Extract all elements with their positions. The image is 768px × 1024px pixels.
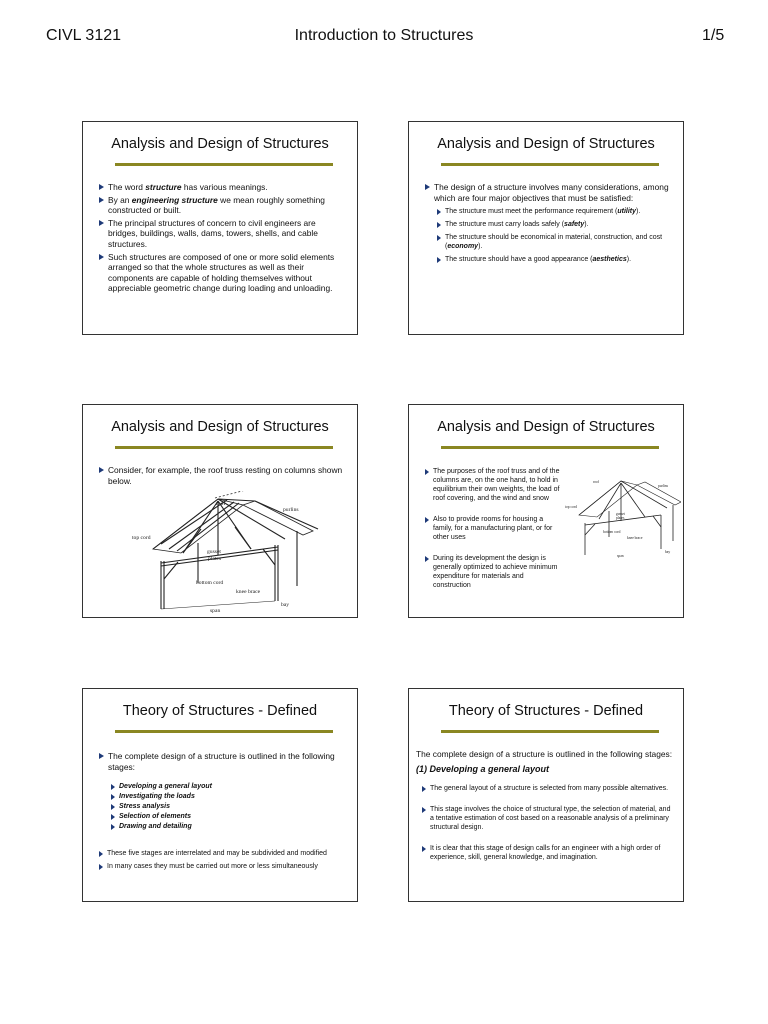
label-roof: roof <box>593 480 599 484</box>
label-plates: plates <box>616 516 625 520</box>
sub-bullet: The structure should be economical in material, construction, and cost (economy). <box>435 233 673 251</box>
sub-bullet: The structure should have a good appearance (aesthetics). <box>435 255 673 264</box>
slide-title: Theory of Structures - Defined <box>448 703 644 719</box>
roof-truss-figure <box>123 491 323 615</box>
slide-6 <box>408 688 684 902</box>
label-bottom-cord: bottom cord <box>196 580 224 586</box>
title-underline <box>441 730 659 733</box>
title-underline <box>115 730 333 733</box>
bullet: The word structure has various meanings. <box>97 182 347 193</box>
bullet: Consider, for example, the roof truss resting on columns shown below. <box>97 465 347 486</box>
label-top-cord: top cord <box>565 505 577 509</box>
slide-title: Analysis and Design of Structures <box>111 136 329 152</box>
slide-4 <box>408 404 684 618</box>
page-number: 1/5 <box>702 27 725 44</box>
slide-body <box>97 751 347 875</box>
slide-title: Analysis and Design of Structures <box>437 419 655 435</box>
bullet: The design of a structure involves many considerations, among which are four major objectives that must be satisfied: <box>423 182 673 203</box>
bullet: The principal structures of concern to civil engineers are bridges, buildings, walls, dams, towers, shells, and cable structures. <box>97 218 347 250</box>
course-code: CIVL 3121 <box>46 27 122 44</box>
label-span: span <box>210 608 221 614</box>
slide-body <box>423 467 563 594</box>
bullet: In many cases they must be carried out more or less simultaneously <box>97 862 347 871</box>
label-gusset: gusset <box>207 549 221 555</box>
figure-labels <box>132 500 299 614</box>
slide-title: Analysis and Design of Structures <box>437 136 655 152</box>
title-underline <box>441 163 659 166</box>
label-plates: plates <box>208 556 222 562</box>
figure-labels-small <box>565 480 670 558</box>
bullet: The purposes of the roof truss and of the columns are, on the one hand, to hold in equilibrium their own weights, the load of roof covering, and the wind and snow <box>423 467 563 503</box>
title-underline <box>115 163 333 166</box>
bullet: This stage involves the choice of structural type, the selection of material, and a tentative estimation of cost based on a reasonable analysis of a preliminary structural design. <box>420 805 673 832</box>
label-purlins: purlins <box>283 507 299 513</box>
bullet: It is clear that this stage of design calls for an engineer with a high order of experience, skill, general knowledge, and imagination. <box>420 844 673 862</box>
stage-item: Stress analysis <box>109 802 347 811</box>
title-underline <box>441 446 659 449</box>
stage-item: Developing a general layout <box>109 782 347 791</box>
slide-body <box>416 749 673 866</box>
slide-body <box>423 182 673 268</box>
label-bay: bay <box>281 602 290 608</box>
stage-item: Selection of elements <box>109 812 347 821</box>
sub-bullet: The structure must meet the performance requirement (utility). <box>435 207 673 216</box>
slide-1 <box>82 121 358 335</box>
bullet: The general layout of a structure is selected from many possible alternatives. <box>420 784 673 793</box>
roof-truss-figure-small <box>563 475 681 559</box>
intro-text: The complete design of a structure is outlined in the following stages: <box>416 749 673 759</box>
title-underline <box>115 446 333 449</box>
bullet: Such structures are composed of one or more solid elements arranged so that the whole structures as well as their components are capable of holding themselves without appreciable geometric change during loading and unloading. <box>97 252 347 294</box>
slide-body <box>97 182 347 296</box>
label-bottom-cord: bottom cord <box>603 530 621 534</box>
sub-bullet: The structure must carry loads safely (safety). <box>435 220 673 229</box>
slide-body <box>97 465 347 488</box>
slide-title: Analysis and Design of Structures <box>111 419 329 435</box>
slide-2 <box>408 121 684 335</box>
label-top-cord: top cord <box>132 535 151 541</box>
bullet: Also to provide rooms for housing a family, for a manufacturing plant, or for other uses <box>423 515 563 542</box>
label-roof: roof <box>216 501 226 507</box>
label-bay: bay <box>665 550 671 554</box>
bullet: These five stages are interrelated and may be subdivided and modified <box>97 849 347 858</box>
stage-item: Investigating the loads <box>109 792 347 801</box>
slide-3 <box>82 404 358 618</box>
page-title: Introduction to Structures <box>294 27 474 44</box>
slide-5 <box>82 688 358 902</box>
label-span: span <box>617 554 624 558</box>
bullet: By an engineering structure we mean roughly something constructed or built. <box>97 195 347 216</box>
stage-item: Drawing and detailing <box>109 822 347 831</box>
bullet: During its development the design is generally optimized to achieve minimum expenditure for materials and construction <box>423 554 563 590</box>
label-knee-brace: knee brace <box>627 536 643 540</box>
bullet: The complete design of a structure is outlined in the following stages: <box>97 751 347 772</box>
label-knee-brace: knee brace <box>236 589 261 595</box>
label-gusset: gusset <box>616 512 625 516</box>
slide-title: Theory of Structures - Defined <box>122 703 318 719</box>
section-heading: (1) Developing a general layout <box>416 763 550 774</box>
label-purlins: purlins <box>658 484 668 488</box>
